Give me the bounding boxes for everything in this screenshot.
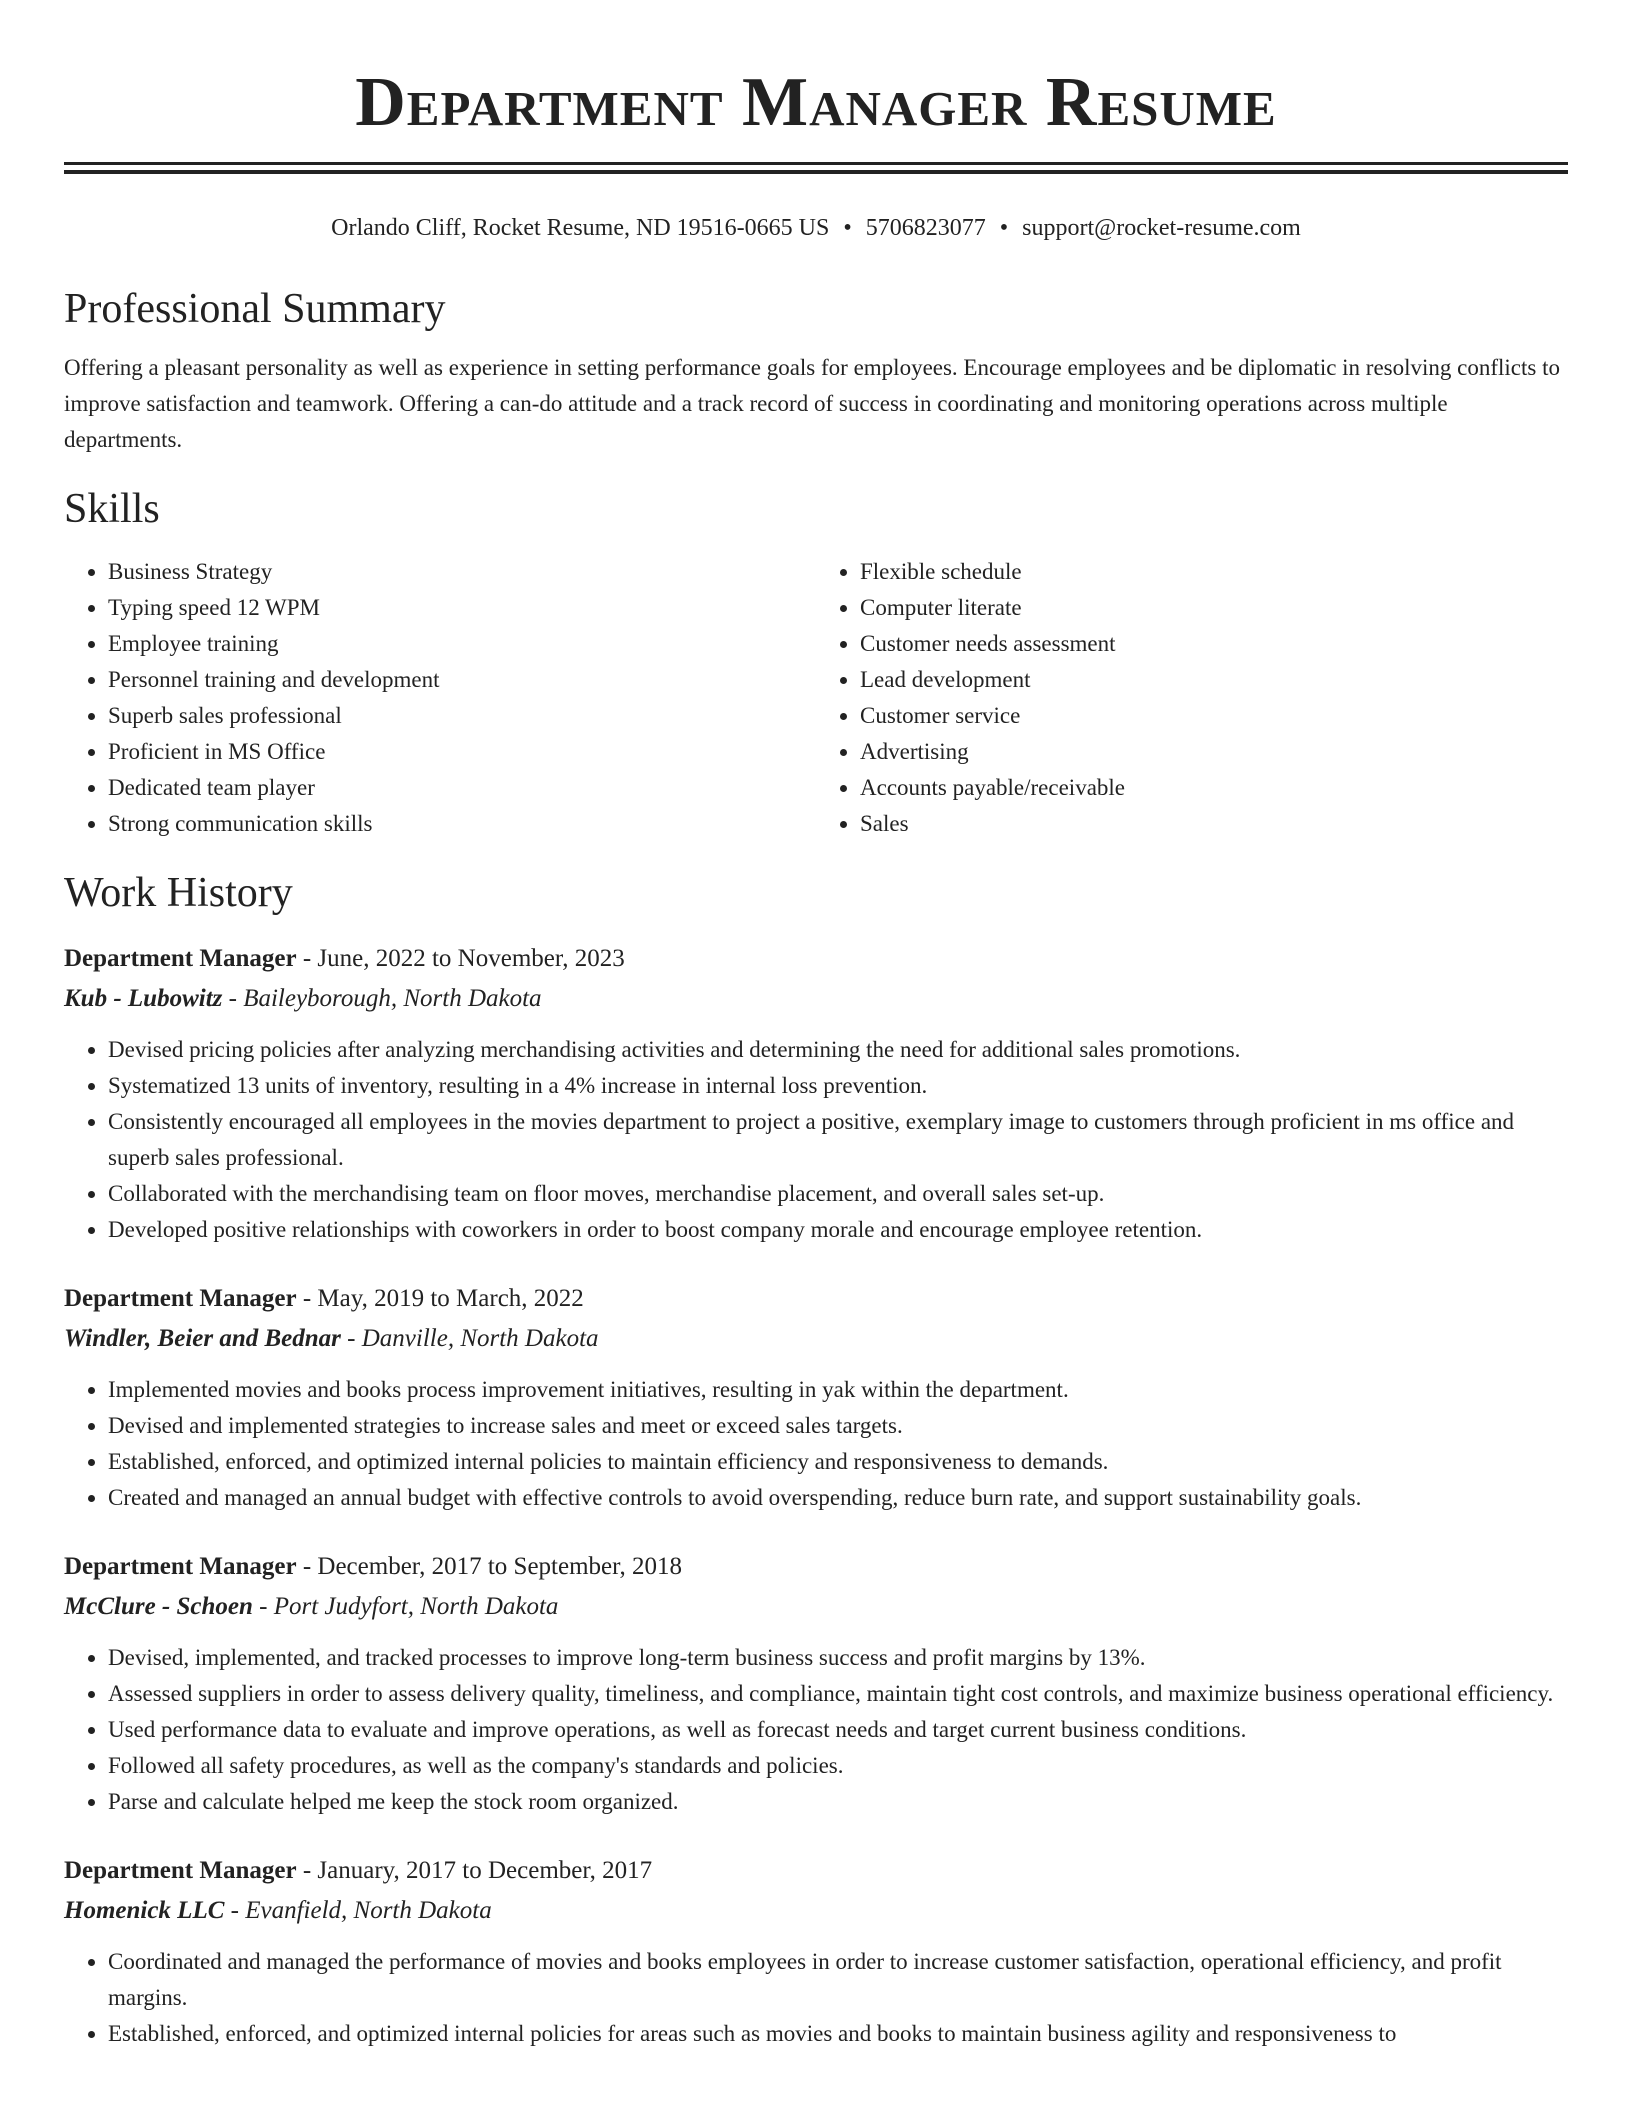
job-bullet: • Parse and calculate helped me keep the stock room organized. xyxy=(108,1784,1568,1820)
skills-column-right xyxy=(816,554,1568,842)
skill-item: • Customer service xyxy=(860,698,1568,734)
skill-item: • Sales xyxy=(860,806,1568,842)
contact-separator: • xyxy=(999,215,1009,241)
job-bullets xyxy=(64,1372,1568,1516)
job-dates: - December, 2017 to September, 2018 xyxy=(296,1553,682,1580)
job-entry xyxy=(64,1852,1568,2052)
job-bullet: • Created and managed an annual budget with effective controls to avoid overspending, reduce burn rate, and support sustainability goals. xyxy=(108,1480,1568,1516)
job-title: Department Manager xyxy=(64,945,297,972)
skill-item: • Proficient in MS Office xyxy=(108,734,816,770)
company-name: Homenick LLC xyxy=(64,1897,225,1924)
company-line xyxy=(64,1320,1568,1358)
job-title-line xyxy=(64,1280,1568,1318)
skill-item: • Strong communication skills xyxy=(108,806,816,842)
contact-separator: • xyxy=(843,215,852,241)
skill-item: • Employee training xyxy=(108,626,816,662)
skill-item: • Dedicated team player xyxy=(108,770,816,806)
job-title-line xyxy=(64,940,1568,978)
company-location: - Evanfield, North Dakota xyxy=(224,1897,492,1924)
job-entry xyxy=(64,1548,1568,1820)
company-location: - Port Judyfort, North Dakota xyxy=(252,1593,559,1620)
job-entry xyxy=(64,1280,1568,1516)
summary-heading: Professional Summary xyxy=(64,286,446,332)
job-bullets xyxy=(64,1640,1568,1820)
contact-line xyxy=(64,212,1568,244)
job-title: Department Manager xyxy=(64,1285,297,1312)
skill-item: • Advertising xyxy=(860,734,1568,770)
skill-item: • Typing speed 12 WPM xyxy=(108,590,816,626)
skill-item: • Superb sales professional xyxy=(108,698,816,734)
work-history-heading: Work History xyxy=(64,870,293,916)
company-location: - Danville, North Dakota xyxy=(340,1325,599,1352)
job-title: Department Manager xyxy=(64,1857,297,1884)
job-bullet: • Established, enforced, and optimized internal policies for areas such as movies and books to maintain business agility and responsiveness to xyxy=(108,2016,1568,2052)
job-bullet: • Consistently encouraged all employees in the movies department to project a positive, exemplary image to customers through proficient in ms office and superb sales professional. xyxy=(108,1104,1568,1176)
job-bullet: • Used performance data to evaluate and improve operations, as well as forecast needs and target current business conditions. xyxy=(108,1712,1568,1748)
company-name: Kub - Lubowitz xyxy=(64,985,223,1012)
job-dates: - May, 2019 to March, 2022 xyxy=(296,1285,584,1312)
contact-address: Orlando Cliff, Rocket Resume, ND 19516-0665 US xyxy=(331,215,830,241)
skill-item: • Computer literate xyxy=(860,590,1568,626)
job-dates: - June, 2022 to November, 2023 xyxy=(296,945,625,972)
job-bullet: • Devised, implemented, and tracked processes to improve long-term business success and profit margins by 13%. xyxy=(108,1640,1568,1676)
skill-item: • Accounts payable/receivable xyxy=(860,770,1568,806)
job-bullets xyxy=(64,1032,1568,1248)
company-location: - Baileyborough, North Dakota xyxy=(222,985,542,1012)
job-bullet: • Established, enforced, and optimized internal policies to maintain efficiency and responsiveness to demands. xyxy=(108,1444,1568,1480)
job-title-line xyxy=(64,1852,1568,1890)
company-line xyxy=(64,980,1568,1018)
job-bullet: • Followed all safety procedures, as well as the company's standards and policies. xyxy=(108,1748,1568,1784)
skill-item: • Flexible schedule xyxy=(860,554,1568,590)
resume-title: Department Manager Resume xyxy=(355,64,1277,141)
company-line xyxy=(64,1892,1568,1930)
job-title: Department Manager xyxy=(64,1553,297,1580)
summary-text: Offering a pleasant personality as well as experience in setting performance goals for employees. Encourage employees and be diplomatic in resolving conflicts to improve satisfaction and teamwork. Offering a can-do attitude and a track record of success in coordinating and monitoring operations across multiple departments. xyxy=(64,355,1560,452)
job-bullet: • Developed positive relationships with coworkers in order to boost company morale and encourage employee retention. xyxy=(108,1212,1568,1248)
job-bullet: • Implemented movies and books process improvement initiatives, resulting in yak within the department. xyxy=(108,1372,1568,1408)
contact-email: support@rocket-resume.com xyxy=(1022,215,1301,241)
job-bullets xyxy=(64,1944,1568,2052)
company-line xyxy=(64,1588,1568,1626)
company-name: McClure - Schoen xyxy=(64,1593,253,1620)
skill-item: • Customer needs assessment xyxy=(860,626,1568,662)
title-divider xyxy=(64,162,1568,174)
skills-column-left xyxy=(64,554,816,842)
skills-heading: Skills xyxy=(64,486,160,532)
skills-list xyxy=(64,554,1568,842)
resume-page xyxy=(64,0,1568,2052)
job-bullet: • Devised and implemented strategies to increase sales and meet or exceed sales targets. xyxy=(108,1408,1568,1444)
skill-item: • Personnel training and development xyxy=(108,662,816,698)
job-bullet: • Devised pricing policies after analyzing merchandising activities and determining the need for additional sales promotions. xyxy=(108,1032,1568,1068)
company-name: Windler, Beier and Bednar xyxy=(64,1325,341,1352)
contact-phone: 5706823077 xyxy=(865,215,986,241)
job-bullet: • Collaborated with the merchandising team on floor moves, merchandise placement, and overall sales set-up. xyxy=(108,1176,1568,1212)
job-title-line xyxy=(64,1548,1568,1586)
skill-item: • Lead development xyxy=(860,662,1568,698)
job-bullet: • Assessed suppliers in order to assess delivery quality, timeliness, and compliance, maintain tight cost controls, and maximize business operational efficiency. xyxy=(108,1676,1568,1712)
job-dates: - January, 2017 to December, 2017 xyxy=(296,1857,653,1884)
job-bullet: • Coordinated and managed the performance of movies and books employees in order to increase customer satisfaction, operational efficiency, and profit margins. xyxy=(108,1944,1568,2016)
skill-item: • Business Strategy xyxy=(108,554,816,590)
job-bullet: • Systematized 13 units of inventory, resulting in a 4% increase in internal loss prevention. xyxy=(108,1068,1568,1104)
job-entry xyxy=(64,940,1568,1248)
